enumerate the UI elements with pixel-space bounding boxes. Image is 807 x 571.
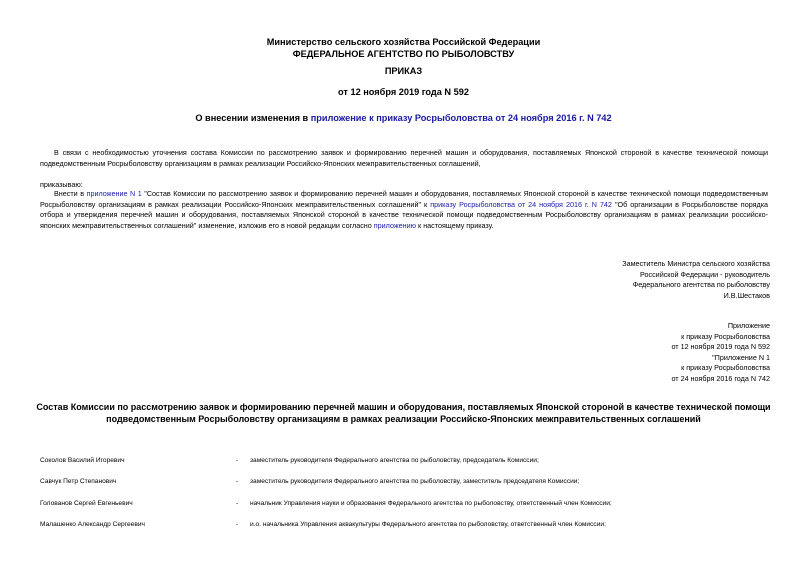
order-742-link[interactable]: приказу Росрыболовства от 24 ноября 2016 г. N 742 [430, 199, 612, 209]
member-position: заместитель руководителя Федерального агентства по рыболовству, заместитель председателя Комиссии; [250, 478, 580, 485]
member-name: Соколов Василий Игоревич [40, 457, 125, 464]
signature-block: Заместитель Министра сельского хозяйства Российской Федерации - руководитель Федерального агентства по рыболовству И.В.Шестаков [470, 259, 770, 301]
composition-title: Состав Комиссии по рассмотрению заявок и формированию перечней машин и оборудования, поставляемых Японской стороной в качестве технической помощи подведомственным Росрыболовству организациям в рамках реализации Российско-Японских межправительственных соглашений [36, 402, 771, 424]
member-position: и.о. начальника Управления аквакультуры Федерального агентства по рыболовству, ответственный член Комиссии; [250, 521, 606, 528]
preamble-paragraph: В связи с необходимостью уточнения состава Комиссии по рассмотрению заявок и формированию перечней машин и оборудования, поставляемых Японской стороной в качестве технической помощи подведомственным Росрыболовству организациям в рамках реализации Российско-Японских межправительственных соглашений, [40, 148, 768, 168]
appendix-header: Приложение к приказу Росрыболовства от 12 ноября 2019 года N 592 "Приложение N 1 к приказу Росрыболовства от 24 ноября 2016 года N 742 [671, 321, 770, 383]
order-paragraph: Внести в приложение N 1 "Состав Комиссии по рассмотрению заявок и формированию перечней машин и оборудования, поставляемых Японской стороной в качестве технической помощи подведомственным Росрыболовству организациям в рамках реализации Российско-Японских межправительственных соглашений" к приказу Росрыболовства от 24 ноября 2016 г. N 742 "Об организации в Росрыболовстве порядка отбора и утверждения перечней машин и оборудования, поставляемых Японской стороной в качестве технической помощи подведомственным Росрыболовству организациям в рамках реализации российско-японских межправительственных соглашений" изменение, изложив его в новой редакции согласно приложению к настоящему приказу. [40, 189, 769, 230]
doc-date: от 12 ноября 2019 года N 592 [338, 87, 469, 97]
title-link[interactable]: приложение к приказу Росрыболовства от 24 ноября 2016 г. N 742 [310, 113, 612, 123]
page-title [0, 113, 807, 123]
member-name: Голованов Сергей Евгеньевич [40, 500, 133, 507]
member-name: Савчук Петр Степанович [40, 478, 117, 485]
appendix-1-link[interactable]: приложение N 1 [86, 189, 142, 198]
order-word: приказываю: [40, 180, 83, 189]
doc-type: ПРИКАЗ [384, 66, 423, 76]
member-name: Малашенко Александр Сергеевич [40, 521, 145, 528]
agency-name: ФЕДЕРАЛЬНОЕ АГЕНТСТВО ПО РЫБОЛОВСТВУ [292, 48, 515, 59]
title-prefix: О внесении изменения в [195, 113, 311, 123]
ministry-name: Министерство сельского хозяйства Российской Федерации [266, 37, 541, 47]
member-position: начальник Управления науки и образования Федерального агентства по рыболовству, ответственный член Комиссии; [250, 500, 612, 507]
signatory-name: И.В.Шестаков [723, 290, 770, 300]
member-position: заместитель руководителя Федерального агентства по рыболовству, председатель Комиссии; [250, 457, 539, 464]
document-header [0, 37, 807, 60]
appendix-link[interactable]: приложению [373, 220, 417, 230]
